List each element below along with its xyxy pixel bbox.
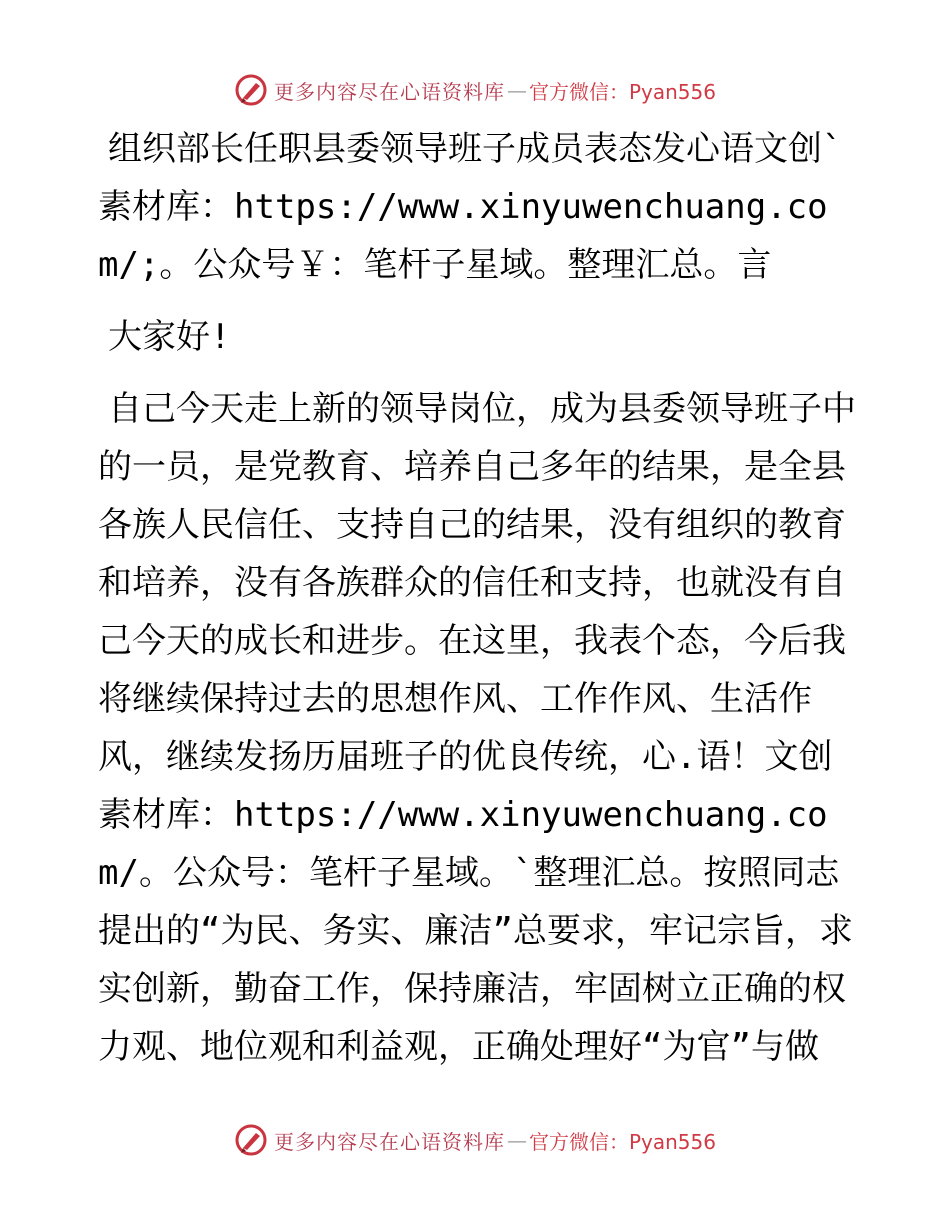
pen-logo-icon: [234, 73, 268, 107]
header-banner-separator: —: [506, 78, 527, 102]
title-paragraph: 组织部长任职县委领导班子成员表态发心语文创`素材库：https://www.xinyuwenchuang.com/;。公众号￥：笔杆子星域。整理汇总。言: [98, 129, 843, 285]
footer-banner-text: 更多内容尽在心语资料库: [273, 1129, 505, 1154]
greeting-paragraph: 大家好!: [108, 317, 231, 357]
header-banner-text: 更多内容尽在心语资料库: [273, 79, 505, 104]
footer-banner-separator: —: [506, 1128, 527, 1152]
header-banner: [0, 70, 950, 110]
footer-banner-wechat: 官方微信：Pyan556: [528, 1129, 716, 1154]
footer-banner: [0, 1120, 950, 1160]
header-banner-wechat: 官方微信：Pyan556: [528, 79, 716, 104]
main-paragraph: 自己今天走上新的领导岗位，成为县委领导班子中的一员，是党教育、培养自己多年的结果，是全县各族人民信任、支持自己的结果，没有组织的教育和培养，没有各族群众的信任和支持，也就没有自己今天的成长和进步。在这里，我表个态，今后我将继续保持过去的思想作风、工作作风、生活作风，继续发扬历届班子的优良传统，心.语！文创素材库：https://www.xinyuwenchuang.com/。公众号：笔杆子星域。`整理汇总。按照同志提出的“为民、务实、廉洁”总要求，牢记宗旨，求实创新，勤奋工作，保持廉洁，牢固树立正确的权力观、地位观和利益观，正确处理好“为官”与做: [98, 389, 856, 1067]
document-body: [98, 120, 858, 1076]
pen-logo-icon: [234, 1123, 268, 1157]
